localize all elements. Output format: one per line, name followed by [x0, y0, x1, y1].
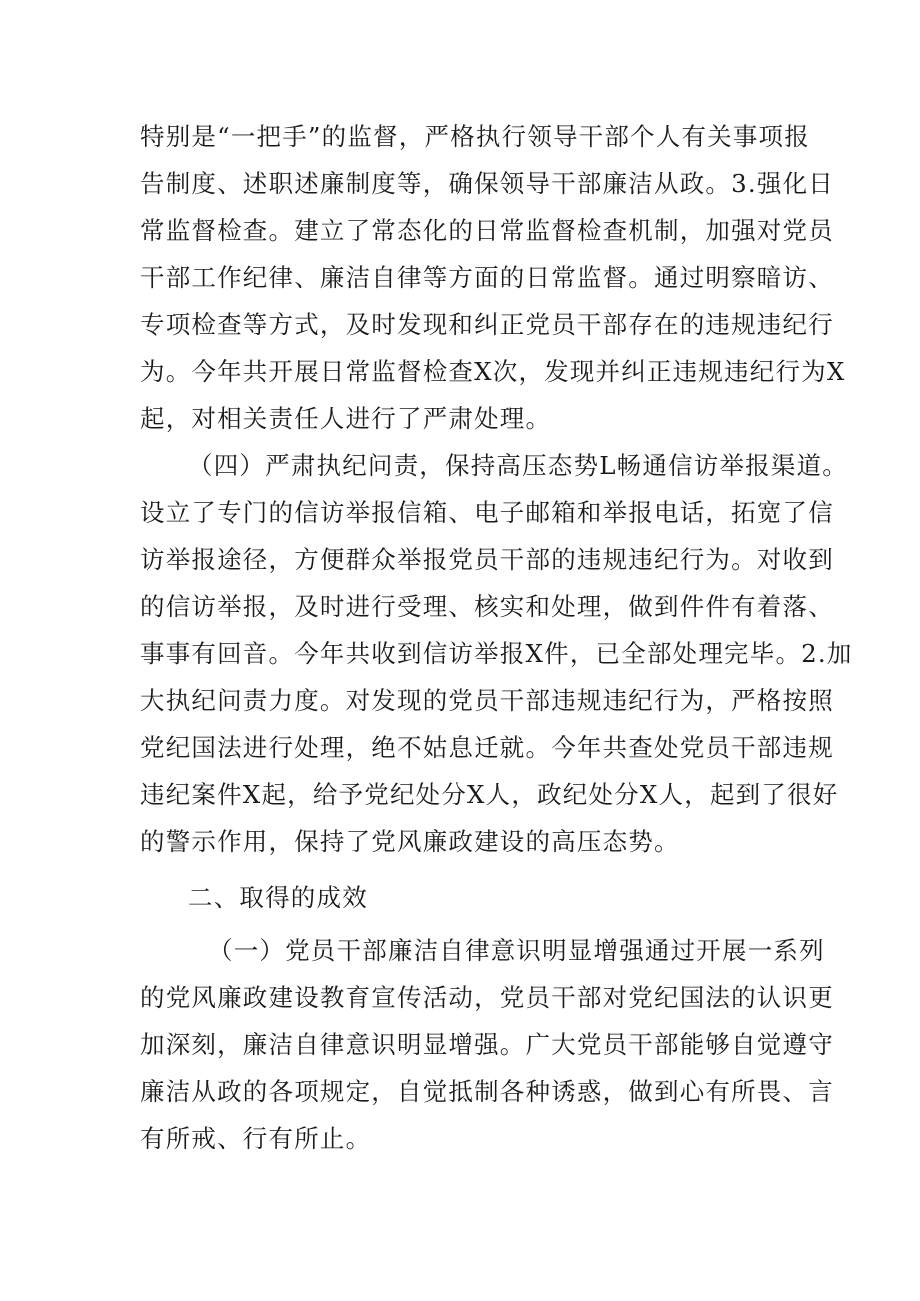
- text-line: 廉洁从政的各项规定，自觉抵制各种诱惑，做到心有所畏、言: [140, 1077, 834, 1106]
- text-line: 特别是“一把手”的监督，严格执行领导干部个人有关事项报: [140, 122, 810, 151]
- subsection-heading-one: （一）党员干部廉洁自律意识明显增强通过开展一系列: [208, 936, 825, 965]
- text-line: 常监督检查。建立了常态化的日常监督检查机制，加强对党员: [140, 216, 834, 245]
- text-line: 大执纪问责力度。对发现的党员干部违规违纪行为，严格按照: [140, 686, 834, 715]
- text-line: 的党风廉政建设教育宣传活动，党员干部对党纪国法的认识更: [140, 983, 834, 1012]
- text-line: 违纪案件X起，给予党纪处分X人，政纪处分X人，起到了很好: [140, 780, 839, 809]
- text-line: 为。今年共开展日常监督检查X次，发现并纠正违规违纪行为X: [140, 357, 846, 386]
- text-line: 起，对相关责任人进行了严肃处理。: [140, 404, 552, 433]
- text-line: 访举报途径，方便群众举报党员干部的违规违纪行为。对收到: [140, 545, 834, 574]
- section-heading-achievements: 二、取得的成效: [188, 883, 368, 912]
- text-line: 的警示作用，保持了党风廉政建设的高压态势。: [140, 827, 680, 856]
- section-heading-four: （四）严肃执纪问责，保持高压态势L畅通信访举报渠道。: [188, 451, 848, 480]
- text-line: 干部工作纪律、廉洁自律等方面的日常监督。通过明察暗访、: [140, 263, 834, 292]
- text-line: 的信访举报，及时进行受理、核实和处理，做到件件有着落、: [140, 592, 834, 621]
- text-line: 事事有回音。今年共收到信访举报X件，已全部处理完毕。2.加: [140, 639, 853, 668]
- text-line: 专项检查等方式，及时发现和纠正党员干部存在的违规违纪行: [140, 310, 834, 339]
- text-line: 告制度、述职述廉制度等，确保领导干部廉洁从政。3.强化日: [140, 169, 834, 198]
- text-line: 加深刻，廉洁自律意识明显增强。广大党员干部能够自觉遵守: [140, 1030, 834, 1059]
- text-line: 设立了专门的信访举报信箱、电子邮箱和举报电话，拓宽了信: [140, 498, 834, 527]
- text-line: 党纪国法进行处理，绝不姑息迁就。今年共查处党员干部违规: [140, 733, 834, 762]
- text-line: 有所戒、行有所止。: [140, 1124, 372, 1153]
